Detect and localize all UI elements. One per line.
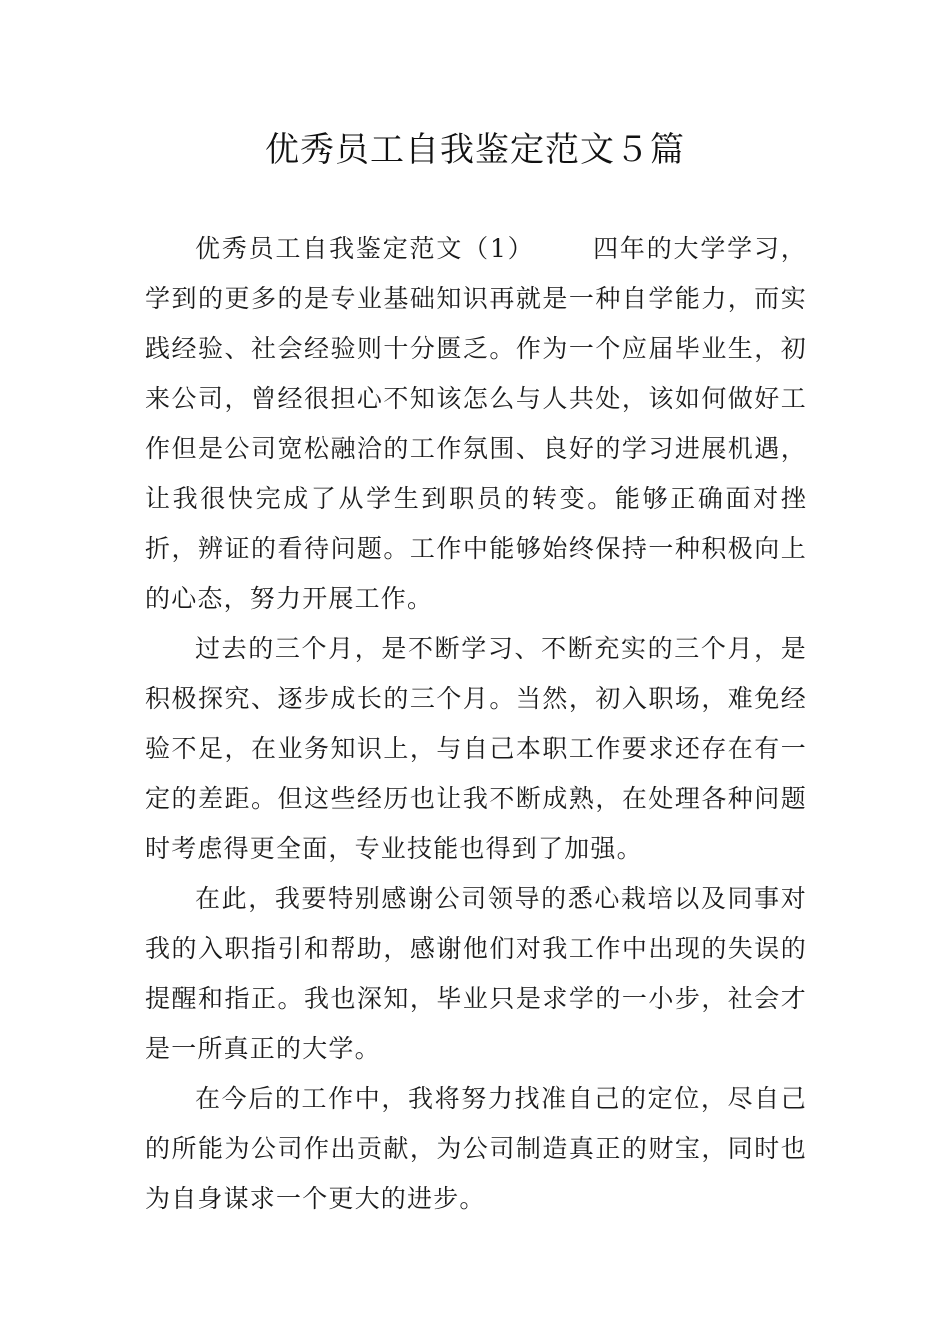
section-heading: 优秀员工自我鉴定范文（1） [195, 234, 535, 263]
paragraph-3: 在此，我要特别感谢公司领导的悉心栽培以及同事对我的入职指引和帮助，感谢他们对我工作中出现的失误的提醒和指正。我也深知，毕业只是求学的一小步，社会才是一所真正的大学。 [145, 884, 807, 1063]
document-body [145, 224, 807, 1224]
paragraph-2: 过去的三个月，是不断学习、不断充实的三个月，是积极探究、逐步成长的三个月。当然，初入职场，难免经验不足，在业务知识上，与自己本职工作要求还存在有一定的差距。但这些经历也让我不断成熟，在处理各种问题时考虑得更全面，专业技能也得到了加强。 [145, 634, 807, 863]
paragraph-1 [145, 224, 807, 624]
paragraph-text: 四年的大学学习，学到的更多的是专业基础知识再就是一种自学能力，而实践经验、社会经验则十分匮乏。作为一个应届毕业生，初来公司，曾经很担心不知该怎么与人共处，该如何做好工作但是公司宽松融洽的工作氛围、良好的学习进展机遇，让我很快完成了从学生到职员的转变。能够正确面对挫折，辨证的看待问题。工作中能够始终保持一种积极向上的心态，努力开展工作。 [145, 234, 807, 613]
document-title: 优秀员工自我鉴定范文５篇 [265, 130, 685, 170]
paragraph-4: 在今后的工作中，我将努力找准自己的定位，尽自己的所能为公司作出贡献，为公司制造真正的财宝，同时也为自身谋求一个更大的进步。 [145, 1084, 807, 1213]
